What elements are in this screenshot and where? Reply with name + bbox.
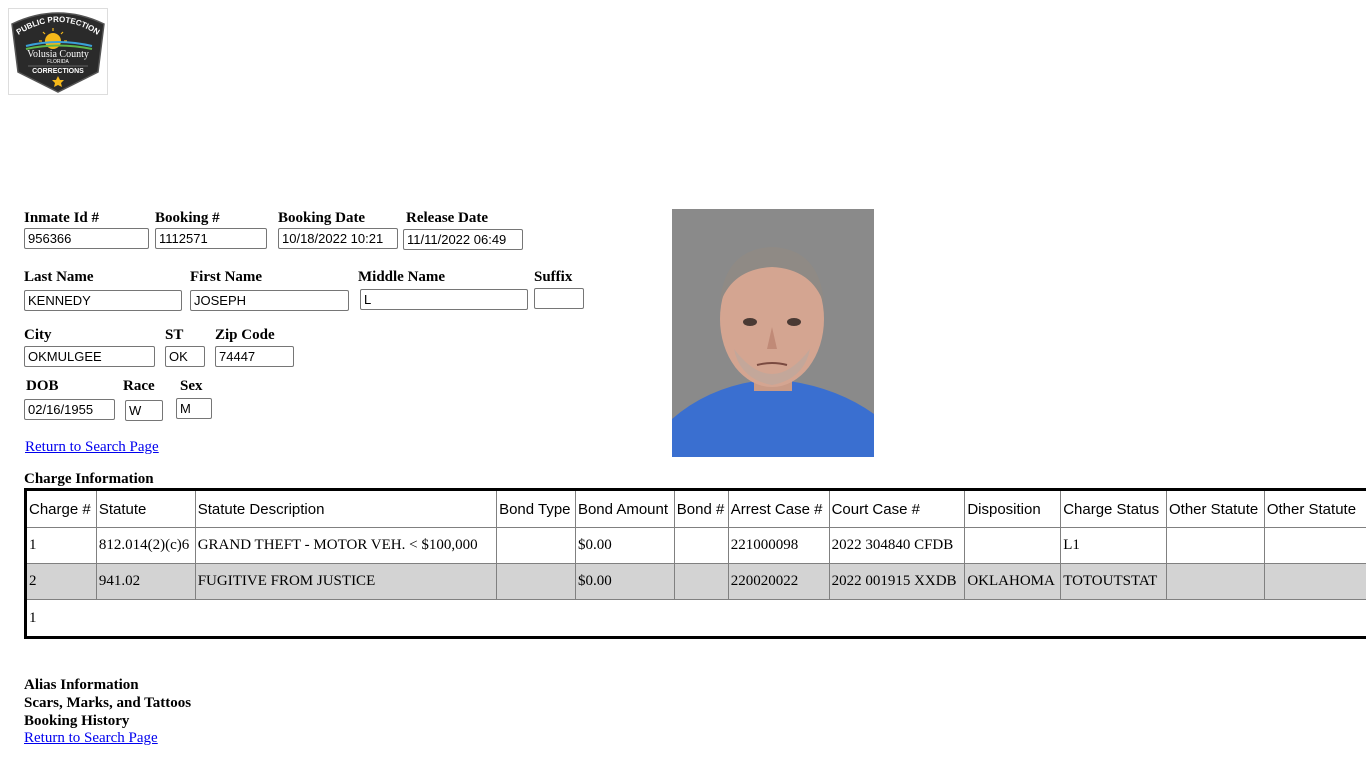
booking-number-label: Booking # — [155, 210, 220, 226]
table-cell — [1166, 564, 1264, 600]
table-cell: 2 — [26, 564, 97, 600]
table-cell: 1 — [26, 528, 97, 564]
logo-state: FLORIDA — [47, 59, 69, 65]
race-label: Race — [123, 378, 155, 394]
suffix-label: Suffix — [534, 269, 573, 285]
suffix-field[interactable] — [534, 288, 584, 309]
column-header: Bond Type — [497, 490, 576, 528]
column-header: Charge # — [26, 490, 97, 528]
table-cell: FUGITIVE FROM JUSTICE — [195, 564, 496, 600]
first-name-label: First Name — [190, 269, 263, 285]
column-header: Bond # — [674, 490, 728, 528]
zip-label: Zip Code — [215, 327, 275, 343]
table-row — [26, 528, 1366, 564]
table-cell: 220020022 — [728, 564, 829, 600]
table-cell — [1264, 528, 1366, 564]
column-header: Disposition — [965, 490, 1061, 528]
booking-number-field[interactable]: 1112571 — [155, 228, 267, 249]
pager-page-number[interactable]: 1 — [26, 600, 1366, 638]
table-cell: $0.00 — [575, 528, 674, 564]
table-cell — [1166, 528, 1264, 564]
table-row — [26, 564, 1366, 600]
return-search-link-bottom[interactable]: Return to Search Page — [24, 730, 158, 746]
table-cell: 2022 304840 CFDB — [829, 528, 965, 564]
state-field[interactable]: OK — [165, 346, 205, 367]
table-cell — [1264, 564, 1366, 600]
inmate-id-field[interactable]: 956366 — [24, 228, 149, 249]
table-cell — [965, 528, 1061, 564]
column-header: Court Case # — [829, 490, 965, 528]
booking-date-field[interactable]: 10/18/2022 10:21 — [278, 228, 398, 249]
inmate-photo — [672, 209, 874, 457]
inmate-id-label: Inmate Id # — [24, 210, 100, 226]
city-label: City — [24, 327, 52, 343]
table-cell: GRAND THEFT - MOTOR VEH. < $100,000 — [195, 528, 496, 564]
state-label: ST — [165, 327, 184, 343]
middle-name-field[interactable]: L — [360, 289, 528, 310]
table-header-row — [26, 490, 1366, 528]
logo-top-text: PUBLIC PROTECTION — [14, 14, 102, 37]
last-name-field[interactable]: KENNEDY — [24, 290, 182, 311]
column-header: Other Statute — [1264, 490, 1366, 528]
table-cell: 2022 001915 XXDB — [829, 564, 965, 600]
charge-info-heading: Charge Information — [24, 471, 154, 487]
alias-info-heading: Alias Information — [24, 677, 139, 693]
race-field[interactable]: W — [125, 400, 163, 421]
column-header: Statute Description — [195, 490, 496, 528]
table-cell: 812.014(2)(c)6 — [96, 528, 195, 564]
table-cell — [497, 528, 576, 564]
last-name-label: Last Name — [24, 269, 94, 285]
booking-history-heading: Booking History — [24, 713, 130, 729]
release-date-label: Release Date — [406, 210, 489, 226]
logo-county: Volusia County — [27, 49, 89, 60]
table-cell — [674, 564, 728, 600]
column-header: Arrest Case # — [728, 490, 829, 528]
booking-date-label: Booking Date — [278, 210, 366, 226]
zip-field[interactable]: 74447 — [215, 346, 294, 367]
column-header: Bond Amount — [575, 490, 674, 528]
table-cell: L1 — [1061, 528, 1167, 564]
column-header: Other Statute — [1166, 490, 1264, 528]
dob-label: DOB — [26, 378, 59, 394]
first-name-field[interactable]: JOSEPH — [190, 290, 349, 311]
table-cell: 941.02 — [96, 564, 195, 600]
scars-marks-tattoos-heading: Scars, Marks, and Tattoos — [24, 695, 192, 711]
table-pager-row — [26, 600, 1366, 638]
column-header: Charge Status — [1061, 490, 1167, 528]
sex-field[interactable]: M — [176, 398, 212, 419]
table-cell: TOTOUTSTAT — [1061, 564, 1167, 600]
city-field[interactable]: OKMULGEE — [24, 346, 155, 367]
column-header: Statute — [96, 490, 195, 528]
table-cell: $0.00 — [575, 564, 674, 600]
table-cell: 221000098 — [728, 528, 829, 564]
table-cell — [497, 564, 576, 600]
logo-dept: CORRECTIONS — [32, 68, 84, 75]
table-cell: OKLAHOMA — [965, 564, 1061, 600]
dob-field[interactable]: 02/16/1955 — [24, 399, 115, 420]
charges-table — [24, 488, 1366, 639]
table-cell — [674, 528, 728, 564]
middle-name-label: Middle Name — [358, 269, 446, 285]
sex-label: Sex — [180, 378, 203, 394]
release-date-field[interactable]: 11/11/2022 06:49 — [403, 229, 523, 250]
corrections-logo — [8, 8, 108, 95]
return-search-link-top[interactable]: Return to Search Page — [25, 439, 159, 455]
